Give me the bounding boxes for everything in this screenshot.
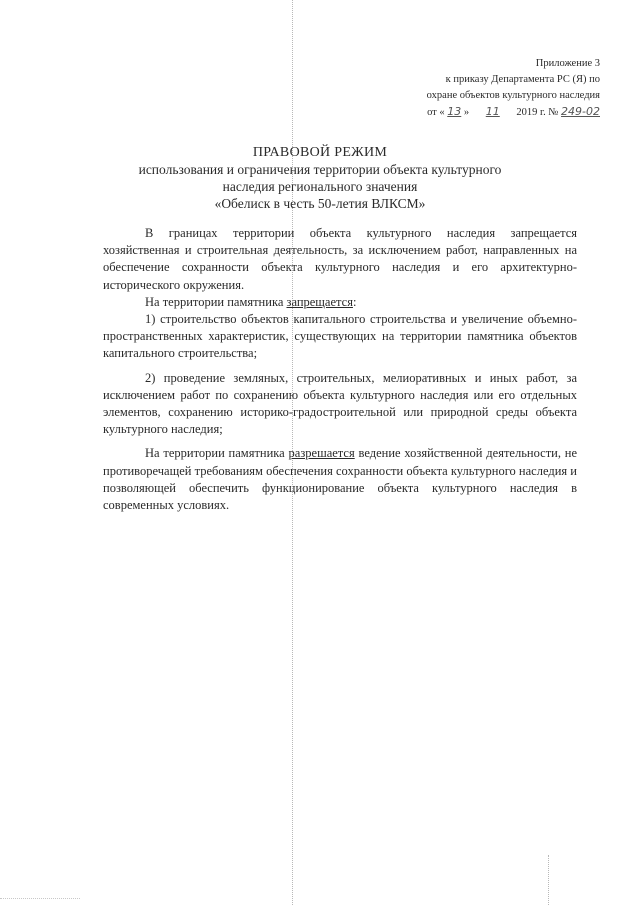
date-day-handwritten: 13 xyxy=(447,105,462,118)
title-line-3: наследия регионального значения xyxy=(222,179,418,194)
scan-fold-line-lower xyxy=(548,855,549,905)
paragraph-item-2: 2) проведение земляных, строительных, мелиоративных и иных работ, за исключением работ по сохранению объекта культурного наследия или его отдельных элементов, сохранению историко-градостроительной или природной среды объекта культурного наследия; xyxy=(103,370,577,437)
date-prefix: от « xyxy=(427,107,445,118)
paragraph-permitted: На территории памятника разрешается ведение хозяйственной деятельности, не противоречащей требованиям обеспечения сохранности объекта культурного наследия и позволяющей обеспечить функционирование объекта культурного наследия в современных условиях. xyxy=(103,446,578,513)
underlined-prohibited: запрещается xyxy=(286,294,353,309)
paragraph-item-1: 1) строительство объектов капитального строительства и увеличение объемно- пространственных характеристик, существующих на территории памятника объектов капитального строительства; xyxy=(103,312,577,361)
underlined-permitted: разрешается xyxy=(288,446,355,461)
document-body xyxy=(103,225,577,514)
date-month-handwritten: 11 xyxy=(485,105,500,118)
order-number-handwritten: 249-02 xyxy=(561,105,600,118)
appendix-label: Приложение 3 xyxy=(535,58,600,69)
document-title xyxy=(60,144,580,212)
appendix-header xyxy=(380,56,600,121)
title-line-2: использования и ограничения территории объекта культурного xyxy=(138,162,502,177)
paragraph-prohibited-heading: На территории памятника запрещается: xyxy=(145,294,357,309)
scan-edge-mark xyxy=(0,898,80,899)
appendix-department: охране объектов культурного наследия xyxy=(426,90,600,101)
paragraph-general-prohibition: В границах территории объекта культурного наследия запрещается хозяйственная и строительная деятельность, за исключением работ, направленных на обеспечение сохранности объекта культурного наследия и его архитектурно-исторического окружения. xyxy=(103,226,577,292)
date-mid: » xyxy=(463,107,470,118)
title-line-4: «Обелиск в честь 50-летия ВЛКСМ» xyxy=(214,196,426,211)
appendix-date-line xyxy=(380,104,600,121)
title-main: ПРАВОВОЙ РЕЖИМ xyxy=(252,145,388,160)
date-year: 2019 г. № xyxy=(516,107,559,118)
appendix-order-ref: к приказу Департамента РС (Я) по xyxy=(445,74,600,85)
